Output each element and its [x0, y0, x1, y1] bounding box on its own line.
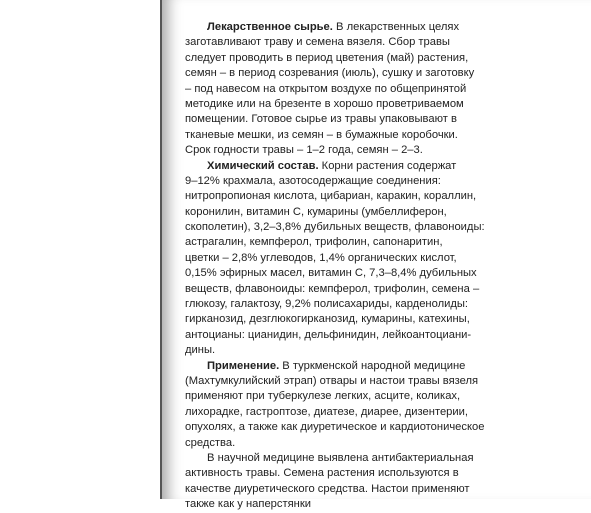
heading-raw-material: Лекарственное сырье.: [207, 21, 333, 33]
page-edge: [160, 0, 162, 499]
text-line: – под навесом на открытом воздухе по общепринятой: [185, 82, 467, 95]
text-line: дины.: [185, 344, 216, 357]
text-line: 9–12% крахмала, азотосодержащие соединения:: [185, 174, 441, 187]
text-line: коронилин, витамин С, кумарины (умбеллиферон,: [185, 205, 447, 218]
text-line: семян – в период созревания (июль), сушку и заготовку: [185, 67, 475, 80]
text-line: заготавливают траву и семена вязеля. Сбор травы: [185, 36, 450, 49]
heading-chemical-composition: Химический состав.: [207, 159, 319, 172]
text-line: гирканозид, дезглюкогирканозид, кумарины, катехины,: [185, 313, 470, 326]
text-line: качестве диуретического средства. Настои применяют: [185, 482, 470, 495]
text-line: методике или на брезенте в хорошо проветриваемом: [185, 97, 464, 110]
text-line: активность травы. Семена растения используются в: [185, 467, 459, 480]
text-line: Срок годности травы – 1–2 года, семян – 2–3.: [185, 144, 423, 157]
text-line: нитропропионая кислота, цибариан, каракин, кораллин,: [185, 190, 477, 203]
text-line: следует проводить в период цветения (май) растения,: [185, 51, 469, 64]
left-margin: [0, 0, 160, 499]
text-line: скополетин), 3,2–3,8% дубильных веществ, флавоноиды:: [185, 221, 485, 234]
text-line: тканевые мешки, из семян – в бумажные коробочки.: [185, 128, 458, 141]
text-line: глюкозу, галактозу, 9,2% полисахариды, карденолиды:: [185, 298, 469, 311]
text-line: применяют при туберкулезе легких, асците, коликах,: [185, 390, 461, 403]
text-line: помещении. Готовое сырье из травы упаковывают в: [185, 113, 457, 126]
text-line: также как у наперстянки: [185, 498, 311, 511]
paragraph-raw-material-line: Лекарственное сырье. В лекарственных целях: [207, 21, 460, 33]
heading-application: Применение.: [207, 359, 280, 372]
text-line: 0,15% эфирных масел, витамин С, 7,3–8,4% дубильных: [185, 267, 477, 280]
text-line: цветки – 2,8% углеводов, 1,4% органических кислот,: [185, 251, 457, 264]
text-line: лихорадке, гастроптозе, диатезе, диарее, дизентерии,: [185, 405, 468, 418]
paragraph-application-line: Применение. В туркменской народной медицине: [207, 359, 466, 372]
text-line: (Махтумкулийский этрап) отвары и настои травы вязеля: [185, 374, 479, 387]
text-line: антоцианы: цианидин, дельфинидин, лейкоантоциани-: [185, 328, 472, 341]
article-text: [185, 20, 485, 513]
paragraph-chemical-line: Химический состав. Корни растения содержат: [207, 159, 457, 172]
text-line: В научной медицине выявлена антибактериальная: [207, 451, 474, 464]
text-line: веществ, флавоноиды: кемпферол, трифолин, семена –: [185, 282, 480, 295]
text-line: астрагалин, кемпферол, трифолин, сапонаритин,: [185, 236, 443, 249]
text-line: средства.: [185, 436, 236, 449]
text-line: опухолях, а также как диуретическое и кардиотоническое: [185, 421, 485, 434]
